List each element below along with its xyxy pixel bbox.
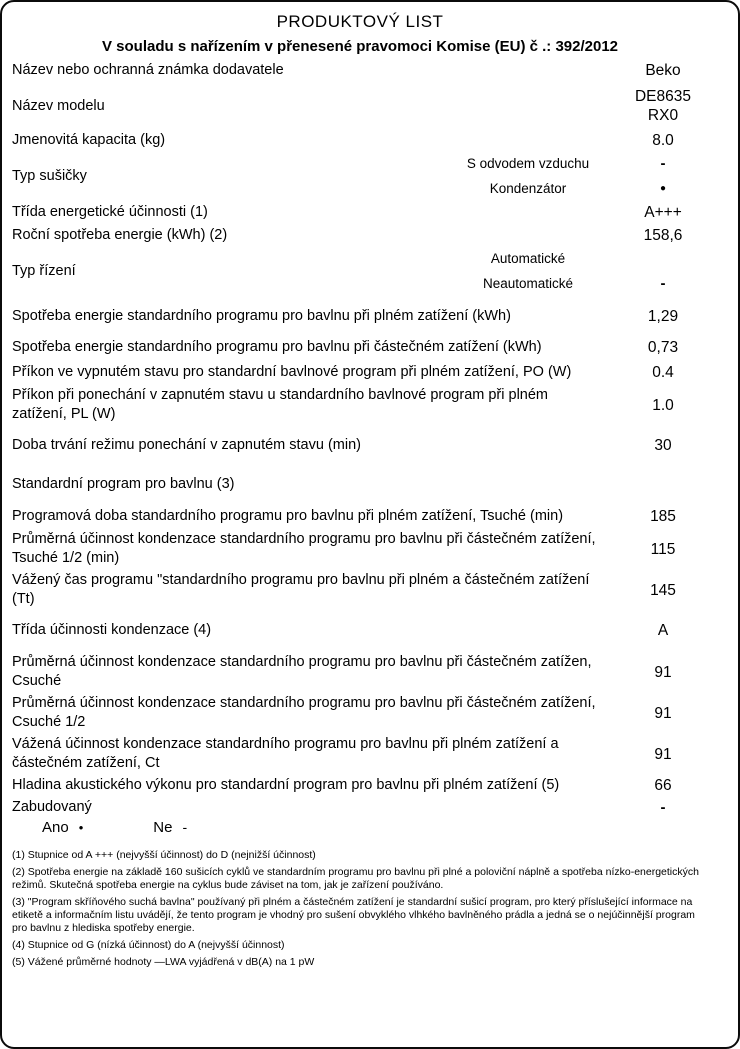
energy-partial-label: Spotřeba energie standardního programu pro bavlnu při částečném zatížení (kWh) <box>12 339 542 355</box>
capacity-value: 8.0 <box>652 132 674 149</box>
built-in-label: Zabudovaný <box>12 799 92 815</box>
power-left-on-value: 1.0 <box>652 396 674 414</box>
row-condensation-partial <box>12 694 708 732</box>
row-control-type <box>12 249 708 293</box>
page-subtitle: V souladu s nařízením v přenesené pravomoci Komise (EU) č .: 392/2012 <box>101 38 619 55</box>
row-weighted-time <box>12 571 708 609</box>
standard-program-label: Standardní program pro bavlnu (3) <box>12 476 235 492</box>
row-left-on-duration <box>12 436 708 455</box>
footnotes <box>12 849 708 969</box>
condensation-weighted-value: 91 <box>654 745 672 763</box>
condensation-partial-label: Průměrná účinnost kondenzace standardního programu pro bavlnu při částečném zatížení, Csuché 1/2 <box>12 695 596 730</box>
energy-class-label: Třída energetické účinnosti (1) <box>12 204 208 220</box>
yes-label: Ano <box>42 819 69 836</box>
footnote-4: (4) Stupnice od G (nízká účinnost) do A (nejvyšší účinnost) <box>12 939 285 951</box>
dryer-type-options <box>438 154 708 198</box>
condensation-partial-time-label: Průměrná účinnost kondenzace standardního programu pro bavlnu při částečném zatížení, Tsuché 1/2 (min) <box>12 531 596 566</box>
condensation-class-label: Třída účinnosti kondenzace (4) <box>12 622 212 638</box>
condensation-partial-time-value: 115 <box>650 540 676 558</box>
dryer-type-label: Typ sušičky <box>12 167 87 184</box>
no-mark: - <box>182 819 188 835</box>
left-on-duration-label: Doba trvání režimu ponechání v zapnutém stavu (min) <box>12 437 361 453</box>
footnote-2: (2) Spotřeba energie na základě 160 sušicích cyklů ve standardním programu pro bavlnu při plné a poloviční náplně a spotřeba nízko-energetických režimů. Skutečná spotřeba energie na cyklus bude záviset na tom, jak je zařízení používáno. <box>12 866 699 891</box>
row-annual-energy <box>12 226 708 245</box>
weighted-time-label: Vážený čas programu "standardního programu pro bavlnu při plném a částečném zatížení (Tt) <box>12 572 590 607</box>
power-off-label: Příkon ve vypnutém stavu pro standardní bavlnové program při plném zatížení, PO (W) <box>12 364 572 380</box>
condensation-class-value: A <box>657 622 669 639</box>
left-on-duration-value: 30 <box>654 437 672 454</box>
page-title: PRODUKTOVÝ LIST <box>276 12 444 31</box>
model-label: Název modelu <box>12 97 105 114</box>
option-air-extraction <box>438 154 708 173</box>
non-automatic-label: Neautomatické <box>482 276 574 291</box>
condenser-label: Kondenzátor <box>489 181 567 196</box>
energy-partial-value: 0,73 <box>647 339 679 356</box>
power-off-value: 0.4 <box>652 364 674 381</box>
program-time-full-label: Programová doba standardního programu pro bavlnu při plném zatížení, Tsuché (min) <box>12 508 564 524</box>
program-time-full-value: 185 <box>650 508 676 525</box>
condensation-full-label: Průměrná účinnost kondenzace standardního programu pro bavlnu při částečném zatížen, Csuché <box>12 654 592 689</box>
row-power-left-on <box>12 386 708 424</box>
capacity-label: Jmenovitá kapacita (kg) <box>12 132 166 148</box>
footnote-1: (1) Stupnice od A +++ (nejvyšší účinnost) do D (nejnižší účinnost) <box>12 849 316 861</box>
condenser-value: ● <box>659 183 667 194</box>
row-energy-class <box>12 203 708 222</box>
condensation-weighted-label: Vážená účinnost kondenzace standardního programu pro bavlnu při plném zatížení a částečném zatížení, Ct <box>12 736 559 771</box>
option-non-automatic <box>438 274 708 293</box>
energy-class-value: A+++ <box>644 204 682 221</box>
option-automatic <box>438 249 708 268</box>
row-condensation-partial-time <box>12 530 708 568</box>
row-condensation-full <box>12 653 708 691</box>
row-built-in <box>12 798 708 817</box>
energy-full-value: 1,29 <box>647 308 679 325</box>
option-condenser <box>438 179 708 198</box>
row-noise-level <box>12 776 708 795</box>
row-supplier <box>12 61 708 80</box>
energy-full-label: Spotřeba energie standardního programu pro bavlnu při plném zatížení (kWh) <box>12 308 511 324</box>
row-condensation-weighted <box>12 735 708 773</box>
noise-level-label: Hladina akustického výkonu pro standardní program pro bavlnu při plném zatížení (5) <box>12 777 560 793</box>
air-extraction-value: - <box>660 155 666 172</box>
built-in-value: - <box>660 799 666 816</box>
row-model <box>12 87 708 125</box>
row-built-in-choice <box>12 818 708 837</box>
condensation-partial-value: 91 <box>654 704 672 722</box>
annual-energy-label: Roční spotřeba energie (kWh) (2) <box>12 227 228 243</box>
condensation-full-value: 91 <box>654 663 672 681</box>
model-value: DE8635 RX0 <box>634 88 691 124</box>
row-capacity <box>12 131 708 150</box>
row-program-time-full <box>12 507 708 526</box>
row-dryer-type <box>12 154 708 198</box>
supplier-value: Beko <box>645 62 681 79</box>
control-type-label: Typ řízení <box>12 262 76 279</box>
yes-mark: • <box>78 820 84 835</box>
row-condensation-class <box>12 621 708 640</box>
row-energy-full <box>12 307 708 326</box>
noise-level-value: 66 <box>654 777 672 794</box>
row-power-off <box>12 363 708 382</box>
automatic-label: Automatické <box>490 251 566 266</box>
footnote-5: (5) Vážené průměrné hodnoty —LWA vyjádřená v dB(A) na 1 pW <box>12 956 315 968</box>
non-automatic-value: - <box>660 275 666 292</box>
row-standard-program <box>12 475 708 494</box>
supplier-label: Název nebo ochranná známka dodavatele <box>12 62 284 78</box>
control-type-options <box>438 249 708 293</box>
weighted-time-value: 145 <box>650 581 676 599</box>
no-label: Ne <box>153 819 173 836</box>
footnote-3: (3) "Program skříňového suchá bavlna" používaný při plném a částečném zatížení je standardní sušicí program, pro který příslušející informace na etiketě a informačním listu uvádějí, že tento program je vhodný pro sušení obvyklého vlhkého bavlněného prádla a jedná se o nejúčinnější program pro bavlnu z hlediska spotřeby energie. <box>12 896 695 934</box>
annual-energy-value: 158,6 <box>643 227 683 244</box>
air-extraction-label: S odvodem vzduchu <box>466 156 590 171</box>
power-left-on-label: Příkon při ponechání v zapnutém stavu u standardního bavlnové program při plném zatížení, PL (W) <box>12 387 549 422</box>
row-energy-partial <box>12 338 708 357</box>
